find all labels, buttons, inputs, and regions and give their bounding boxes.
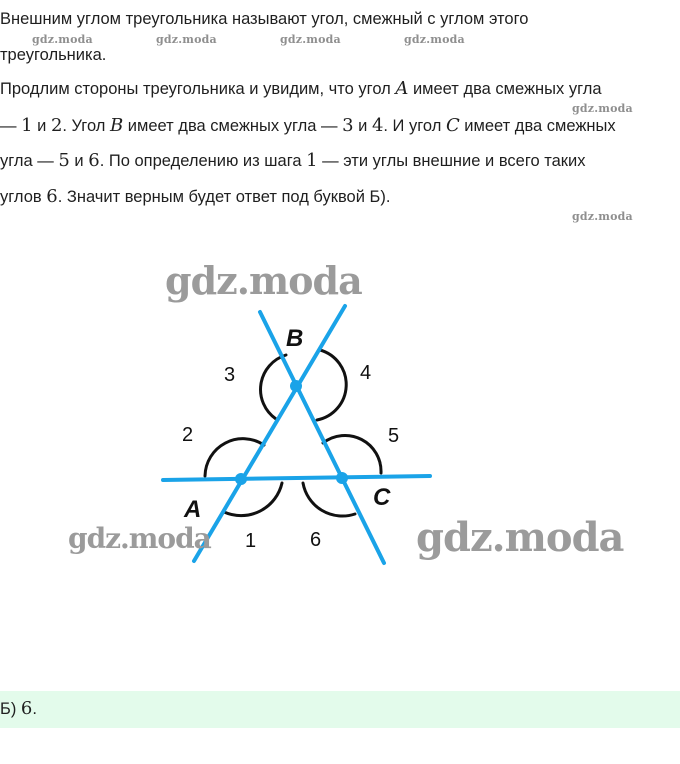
watermark: gdz.moda xyxy=(280,33,341,46)
math-1: 1 xyxy=(306,150,318,171)
math-5: 5 xyxy=(58,150,70,171)
text: — xyxy=(0,117,22,135)
math-B: B xyxy=(109,115,124,136)
answer-suffix: . xyxy=(32,700,37,718)
text: — эти углы внешние и всего таких xyxy=(317,152,586,170)
text: имеет два смежных угла xyxy=(408,80,602,98)
text: и xyxy=(32,117,51,135)
dot-B xyxy=(290,380,302,392)
vertex-label-A: A xyxy=(184,496,202,523)
dot-C xyxy=(336,472,348,484)
angle-label-4: 4 xyxy=(360,362,372,384)
text: и xyxy=(69,152,89,170)
answer-bar xyxy=(0,691,680,728)
watermark: gdz.moda xyxy=(156,33,217,46)
text: и xyxy=(353,117,372,135)
angle-label-6: 6 xyxy=(310,529,322,551)
text: углов xyxy=(0,188,47,206)
line-AB xyxy=(194,306,345,561)
math-C: C xyxy=(445,115,460,136)
definition-line-1: Внешним углом треугольника называют угол, смежный с углом этого xyxy=(0,10,529,28)
text: . Значит верным будет ответ под буквой Б). xyxy=(57,188,391,206)
watermark: gdz.moda xyxy=(404,33,465,46)
arc-4 xyxy=(317,350,346,420)
angle-label-1: 1 xyxy=(245,530,257,552)
math-A: A xyxy=(395,78,409,99)
math-2: 2 xyxy=(50,115,63,136)
dot-A xyxy=(235,473,247,485)
angle-label-2: 2 xyxy=(182,424,194,446)
text: . По определению из шага xyxy=(99,152,307,170)
watermark: gdz.moda xyxy=(32,33,93,46)
math-6: 6 xyxy=(46,186,58,207)
vertex-label-C: C xyxy=(373,484,391,511)
watermark-large: gdz.moda xyxy=(416,514,624,561)
math-4: 4 xyxy=(371,115,384,136)
answer-text xyxy=(0,700,37,718)
text: . Угол xyxy=(62,117,110,135)
text: угла — xyxy=(0,152,59,170)
math-6: 6 xyxy=(88,150,100,171)
text: Продлим стороны треугольника и увидим, что угол xyxy=(0,80,396,98)
text: имеет два смежных угла — xyxy=(123,117,343,135)
watermark-large: gdz.moda xyxy=(165,258,362,303)
text: . И угол xyxy=(383,117,446,135)
math-3: 3 xyxy=(342,115,354,136)
watermark-large: gdz.moda xyxy=(68,522,211,555)
text: имеет два смежных xyxy=(459,117,616,135)
angle-label-5: 5 xyxy=(388,425,400,447)
vertex-label-B: B xyxy=(286,325,304,352)
answer-value: 6 xyxy=(20,698,33,719)
math-1: 1 xyxy=(21,115,33,136)
definition-line-2: треугольника. xyxy=(0,46,107,64)
watermark: gdz.moda xyxy=(572,210,633,223)
line-AC xyxy=(163,476,430,480)
answer-prefix: Б) xyxy=(0,700,21,718)
angle-label-3: 3 xyxy=(224,364,236,386)
watermark: gdz.moda xyxy=(572,102,633,115)
